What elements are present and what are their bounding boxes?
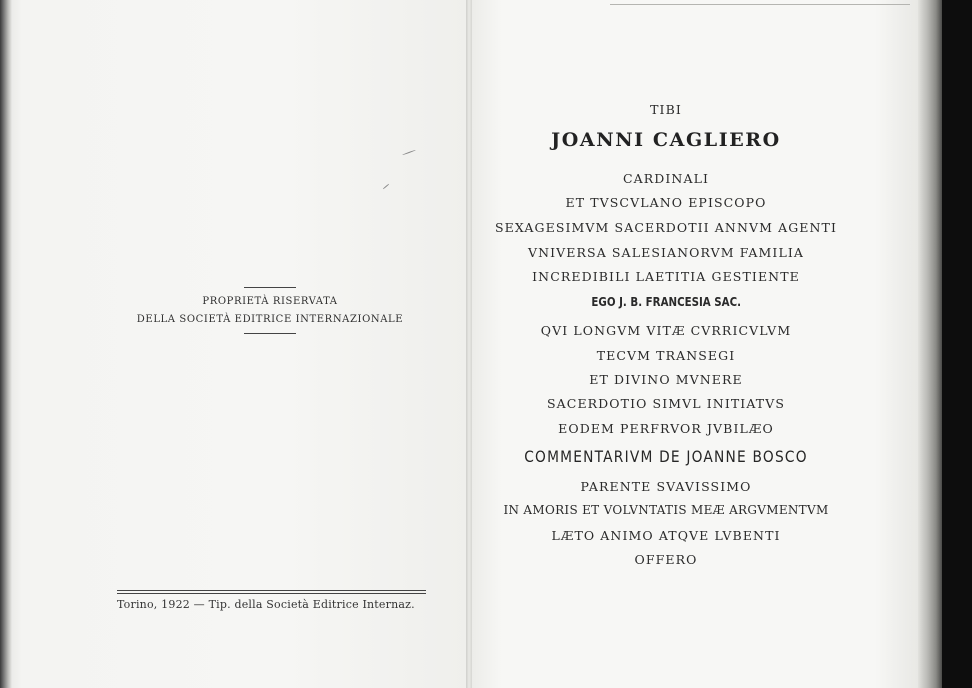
dedication-line: LÆTO ANIMO ATQVE LVBENTI (551, 528, 781, 543)
rights-top-rule (244, 287, 296, 288)
rights-notice-line-2: DELLA SOCIETÀ EDITRICE INTERNAZIONALE (136, 314, 404, 325)
dedication-line: INCREDIBILI LAETITIA GESTIENTE (532, 269, 800, 284)
rights-notice-line-1: PROPRIETÀ RISERVATA (202, 296, 338, 307)
dedication-line: TIBI (650, 102, 682, 117)
printer-imprint: Torino, 1922 — Tip. della Società Editrice Internaz. (117, 598, 415, 611)
dedication-line: SACERDOTIO SIMVL INITIATVS (546, 396, 786, 411)
paper-mark (402, 150, 415, 156)
left-binding-shadow (0, 0, 12, 688)
dedication-line: IN AMORIS ET VOLVNTATIS MEÆ ARGVMENTVM (503, 503, 829, 517)
dedication-line: SEXAGESIMVM SACERDOTII ANNVM AGENTI (494, 220, 838, 235)
scan-top-edge (610, 4, 910, 5)
imprint-rule-bottom (117, 593, 426, 594)
dedication-line: ET DIVINO MVNERE (589, 372, 743, 387)
dedication-line: ET TVSCVLANO EPISCOPO (565, 195, 767, 210)
dedication-line: EODEM PERFRVOR JVBILÆO (558, 421, 774, 436)
dedication-work-title: COMMENTARIVM DE JOANNE BOSCO (524, 447, 808, 466)
dedication-line: QVI LONGVM VITÆ CVRRICVLVM (540, 323, 792, 338)
dedication-line: PARENTE SVAVISSIMO (580, 479, 752, 494)
dedication-line: OFFERO (634, 552, 698, 567)
dedication-line: CARDINALI (622, 171, 710, 186)
dedication-title: JOANNI CAGLIERO (551, 129, 781, 151)
dedication-author-line (480, 294, 852, 309)
paper-mark (383, 184, 390, 190)
left-page (0, 0, 468, 688)
dedication-author: EGO J. B. FRANCESIA SAC. (591, 294, 741, 309)
dedication-line: VNIVERSA SALESIANORVM FAMILIA (527, 245, 805, 260)
right-page-edge-shadow (918, 0, 942, 688)
dedication-line: TECVM TRANSEGI (596, 348, 736, 363)
rights-bottom-rule (244, 333, 296, 334)
scan-border (942, 0, 972, 688)
imprint-rule-top (117, 590, 426, 591)
